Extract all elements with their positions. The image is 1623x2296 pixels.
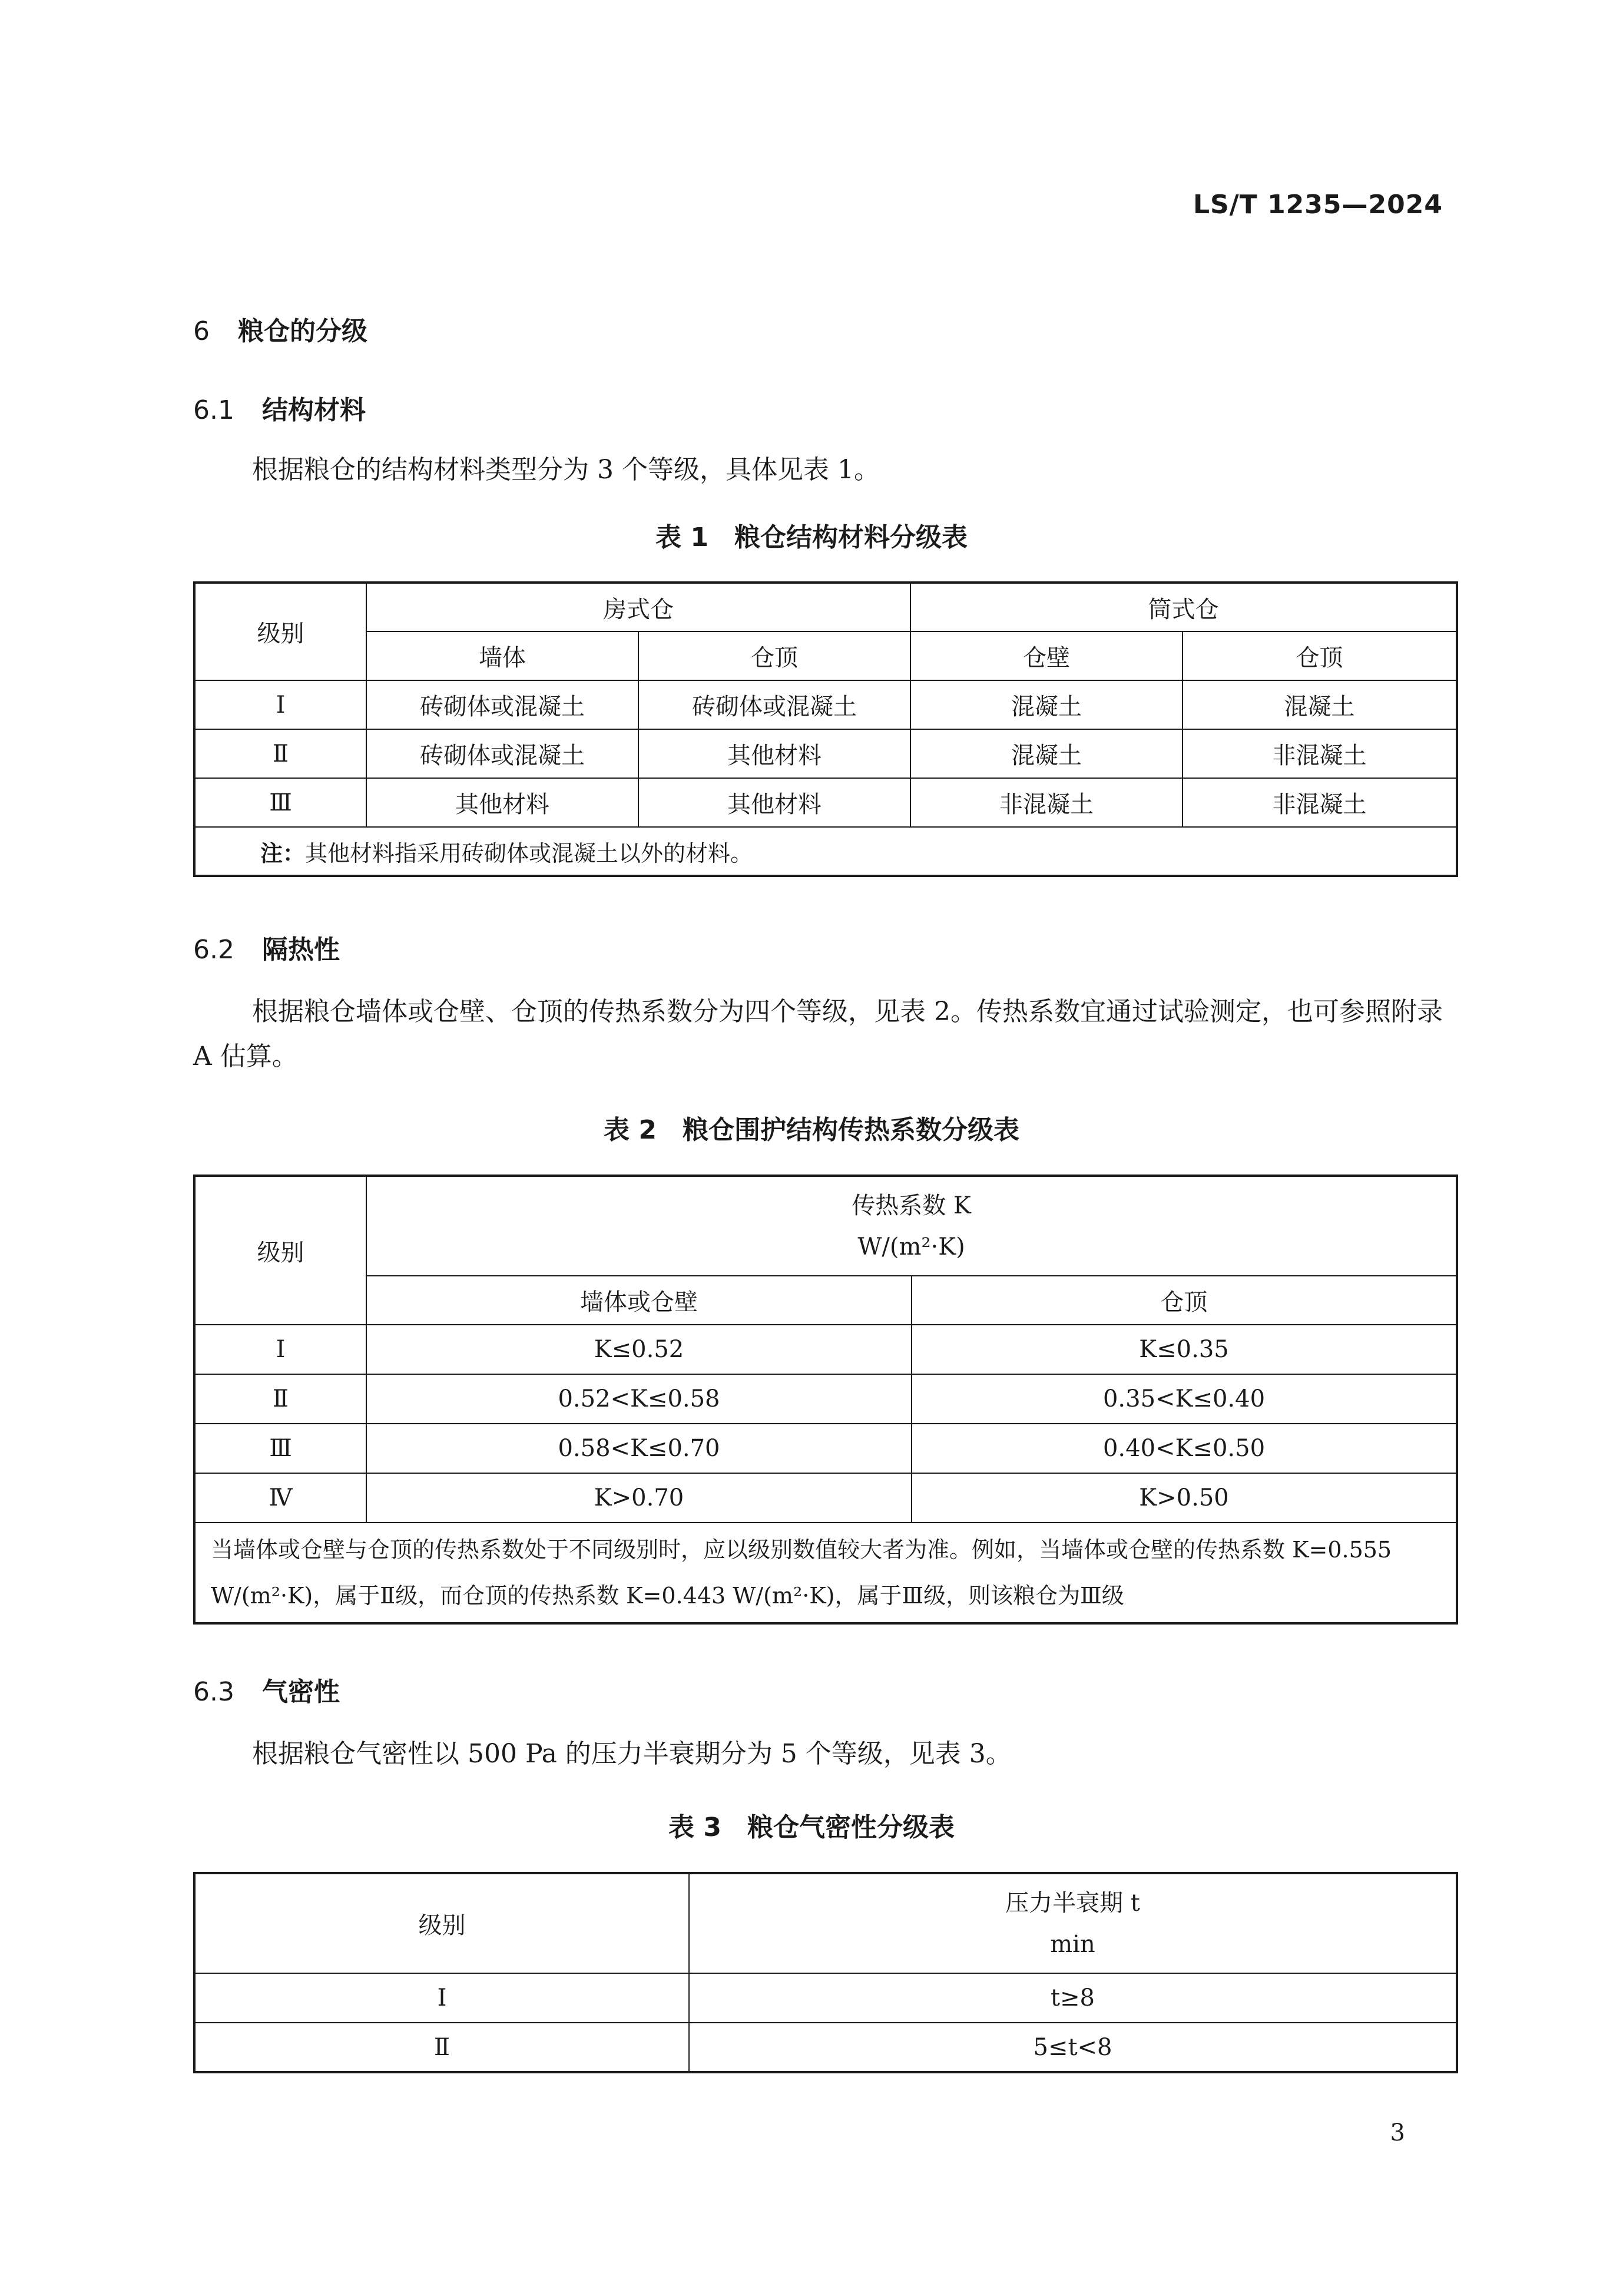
caption-number: 表 3 xyxy=(668,1812,721,1842)
caption-title: 粮仓气密性分级表 xyxy=(747,1812,955,1842)
table-3-caption xyxy=(0,1806,1623,1844)
cell: 5≤t<8 xyxy=(689,2023,1457,2072)
header-k-unit: W/(m²·K) xyxy=(857,1233,965,1261)
cell: 0.58<K≤0.70 xyxy=(366,1424,912,1473)
header-k-title: 传热系数 K xyxy=(852,1192,971,1219)
cell: 非混凝土 xyxy=(910,778,1183,827)
header-k xyxy=(366,1176,1457,1276)
caption-title: 粮仓围护结构传热系数分级表 xyxy=(682,1115,1019,1145)
table-row xyxy=(194,1424,1457,1473)
cell: 混凝土 xyxy=(910,729,1183,778)
cell: Ⅰ xyxy=(194,680,366,729)
header-t-title: 压力半衰期 t xyxy=(1005,1889,1140,1917)
table-row xyxy=(194,1973,1457,2023)
table-row xyxy=(194,729,1457,778)
section-6-2-paragraph: 根据粮仓墙体或仓壁、仓顶的传热系数分为四个等级，见表 2。传热系数宜通过试验测定，也可参照附录 A 估算。 xyxy=(193,997,1443,1071)
header-house-silo: 房式仓 xyxy=(366,583,910,631)
caption-title: 粮仓结构材料分级表 xyxy=(734,522,968,553)
cell: K>0.70 xyxy=(366,1473,912,1523)
table-row xyxy=(194,778,1457,827)
standard-number: LS/T 1235—2024 xyxy=(1193,190,1443,220)
section-number: 6.1 xyxy=(193,395,234,425)
note-text: 其他材料指采用砖砌体或混凝土以外的材料。 xyxy=(305,840,753,866)
cell: 混凝土 xyxy=(1183,680,1457,729)
section-number: 6.3 xyxy=(193,1677,234,1707)
cell: Ⅲ xyxy=(194,778,366,827)
section-6-3-paragraph: 根据粮仓气密性以 500 Pa 的压力半衰期分为 5 个等级，见表 3。 xyxy=(252,1739,1012,1769)
cell: Ⅱ xyxy=(194,729,366,778)
table-3 xyxy=(193,1872,1458,2073)
cell: K>0.50 xyxy=(912,1473,1457,1523)
header-t xyxy=(689,1873,1457,1973)
section-title: 隔热性 xyxy=(262,935,340,965)
table-row xyxy=(194,1325,1457,1374)
section-title: 粮仓的分级 xyxy=(238,316,367,346)
table-1-caption xyxy=(0,516,1623,554)
cell: K≤0.52 xyxy=(366,1325,912,1374)
section-6-1-heading xyxy=(193,389,366,426)
cell: 0.35<K≤0.40 xyxy=(912,1374,1457,1424)
table-row xyxy=(194,680,1457,729)
cell: 其他材料 xyxy=(638,778,910,827)
section-number: 6 xyxy=(193,316,210,346)
section-6-1-paragraph: 根据粮仓的结构材料类型分为 3 个等级，具体见表 1。 xyxy=(252,455,880,485)
table-1 xyxy=(193,581,1458,877)
table-row xyxy=(194,1374,1457,1424)
header-tube-silo: 筒式仓 xyxy=(910,583,1457,631)
page-number: 3 xyxy=(1390,2119,1405,2146)
cell: 砖砌体或混凝土 xyxy=(366,729,638,778)
section-title: 结构材料 xyxy=(262,395,366,425)
cell: K≤0.35 xyxy=(912,1325,1457,1374)
header-wall: 墙体或仓壁 xyxy=(366,1276,912,1325)
cell: 0.52<K≤0.58 xyxy=(366,1374,912,1424)
caption-number: 表 1 xyxy=(655,522,708,553)
cell: t≥8 xyxy=(689,1973,1457,2023)
cell: 砖砌体或混凝土 xyxy=(366,680,638,729)
table-row xyxy=(194,2023,1457,2072)
header-wall: 墙体 xyxy=(366,631,638,680)
table-note xyxy=(194,827,1457,876)
section-6-2-heading xyxy=(193,928,340,966)
section-6-heading xyxy=(193,310,367,348)
cell: 非混凝土 xyxy=(1183,729,1457,778)
header-roof: 仓顶 xyxy=(638,631,910,680)
section-title: 气密性 xyxy=(262,1677,340,1707)
table-row xyxy=(194,1473,1457,1523)
header-silo-roof: 仓顶 xyxy=(1183,631,1457,680)
cell: Ⅰ xyxy=(194,1325,366,1374)
header-silo-wall: 仓壁 xyxy=(910,631,1183,680)
cell: 其他材料 xyxy=(366,778,638,827)
header-level: 级别 xyxy=(194,1176,366,1325)
cell: 砖砌体或混凝土 xyxy=(638,680,910,729)
header-roof: 仓顶 xyxy=(912,1276,1457,1325)
table-2-caption xyxy=(0,1109,1623,1146)
table-note: 当墙体或仓壁与仓顶的传热系数处于不同级别时，应以级别数值较大者为准。例如，当墙体或仓壁的传热系数 K=0.555 W/(m²·K)，属于Ⅱ级，而仓顶的传热系数 K=0.443 W/(m²·K)，属于Ⅲ级，则该粮仓为Ⅲ级 xyxy=(194,1523,1457,1623)
section-number: 6.2 xyxy=(193,935,234,965)
table-2 xyxy=(193,1175,1458,1625)
cell: Ⅲ xyxy=(194,1424,366,1473)
header-level: 级别 xyxy=(194,1873,689,1973)
cell: 其他材料 xyxy=(638,729,910,778)
cell: 0.40<K≤0.50 xyxy=(912,1424,1457,1473)
cell: Ⅰ xyxy=(194,1973,689,2023)
note-label: 注： xyxy=(260,840,306,866)
cell: Ⅱ xyxy=(194,1374,366,1424)
header-t-unit: min xyxy=(1050,1930,1095,1958)
cell: 混凝土 xyxy=(910,680,1183,729)
cell: 非混凝土 xyxy=(1183,778,1457,827)
caption-number: 表 2 xyxy=(604,1115,657,1145)
cell: Ⅳ xyxy=(194,1473,366,1523)
header-level: 级别 xyxy=(194,583,366,680)
cell: Ⅱ xyxy=(194,2023,689,2072)
section-6-3-heading xyxy=(193,1670,340,1708)
